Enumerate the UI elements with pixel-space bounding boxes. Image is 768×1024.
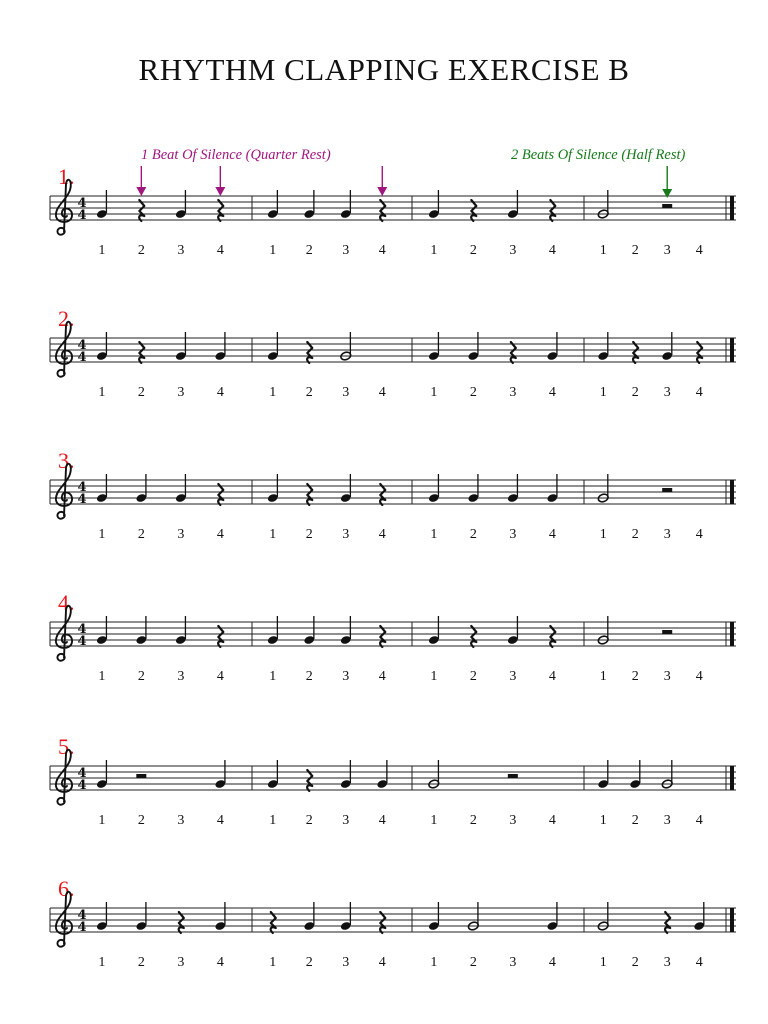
beat-count: 2 [305,813,313,828]
beat-count: 4 [378,243,386,258]
beat-count: 1 [599,955,607,970]
beat-count: 3 [342,243,350,258]
quarter-rest-icon [307,770,312,791]
time-signature-bottom: 4 [77,208,87,223]
beat-count: 4 [695,385,703,400]
beat-count: 2 [469,669,477,684]
beat-count: 1 [98,955,106,970]
exercise-6 [50,876,736,970]
beat-count: 3 [342,955,350,970]
beat-count: 4 [216,527,224,542]
exercise-number: 3. [58,448,75,473]
beat-count: 1 [599,813,607,828]
beat-count: 1 [98,527,106,542]
beat-count: 4 [216,385,224,400]
quarter-rest-icon [511,342,516,363]
quarter-rest-icon [139,200,144,221]
final-barline-thick [730,196,734,220]
beat-count: 4 [548,669,556,684]
beat-count: 2 [631,955,639,970]
beat-count: 4 [216,669,224,684]
beat-count: 4 [548,527,556,542]
final-barline-thick [730,908,734,932]
quarter-rest-icon [179,912,184,933]
beat-count: 4 [378,955,386,970]
beat-count: 4 [548,385,556,400]
beat-count: 1 [430,385,438,400]
exercise-number: 4. [58,590,75,615]
beat-count: 2 [137,813,145,828]
annotations [136,147,685,198]
beat-count: 2 [469,527,477,542]
time-signature-bottom: 4 [77,634,87,649]
beat-count: 2 [305,955,313,970]
quarter-rest-icon [218,626,223,647]
time-signature-top: 4 [77,766,87,781]
beat-count: 3 [342,813,350,828]
quarter-rest-icon [218,200,223,221]
beat-count: 2 [469,955,477,970]
beat-count: 4 [548,955,556,970]
half-rest-annotation: 2 Beats Of Silence (Half Rest) [511,147,686,163]
quarter-rest-icon [471,626,476,647]
beat-count: 1 [430,813,438,828]
beat-count: 3 [342,527,350,542]
beat-count: 3 [177,669,185,684]
time-signature-top: 4 [77,480,87,495]
beat-count: 1 [599,243,607,258]
beat-count: 2 [631,527,639,542]
exercise-2 [50,306,736,400]
page-title: RHYTHM CLAPPING EXERCISE B [138,52,630,87]
beat-count: 4 [695,813,703,828]
quarter-rest-icon [471,200,476,221]
beat-count: 2 [137,955,145,970]
time-signature-bottom: 4 [77,350,87,365]
exercise-3 [50,448,736,542]
beat-count: 1 [430,243,438,258]
quarter-rest-icon [380,626,385,647]
beat-count: 1 [98,813,106,828]
exercise-number: 6. [58,876,75,901]
half-rest-icon [662,488,672,492]
half-rest-arrow-icon [662,189,672,198]
beat-count: 1 [269,385,277,400]
quarter-rest-annotation: 1 Beat Of Silence (Quarter Rest) [141,147,331,163]
quarter-rest-icon [307,342,312,363]
beat-count: 4 [695,955,703,970]
beat-count: 3 [342,385,350,400]
beat-count: 2 [137,385,145,400]
quarter-rest-icon [380,200,385,221]
quarter-rest-icon [307,484,312,505]
beat-count: 1 [98,243,106,258]
final-barline-thick [730,622,734,646]
beat-count: 2 [631,243,639,258]
beat-count: 4 [548,813,556,828]
quarter-rest-icon [665,912,670,933]
time-signature-top: 4 [77,908,87,923]
quarter-rest-icon [218,484,223,505]
quarter-rest-icon [271,912,276,933]
quarter-rest-icon [550,626,555,647]
time-signature-top: 4 [77,196,87,211]
beat-count: 1 [430,955,438,970]
beat-count: 2 [305,243,313,258]
beat-count: 3 [663,385,671,400]
beat-count: 1 [269,955,277,970]
exercise-number: 1. [58,164,75,189]
beat-count: 4 [216,813,224,828]
beat-count: 4 [378,669,386,684]
time-signature-bottom: 4 [77,778,87,793]
beat-count: 3 [663,243,671,258]
quarter-rest-arrow-icon [215,187,225,196]
beat-count: 2 [631,813,639,828]
beat-count: 4 [378,527,386,542]
quarter-rest-icon [380,484,385,505]
beat-count: 3 [177,527,185,542]
beat-count: 3 [663,813,671,828]
exercise-number: 2. [58,306,75,331]
beat-count: 1 [599,527,607,542]
time-signature-bottom: 4 [77,492,87,507]
beat-count: 1 [98,669,106,684]
beat-count: 2 [469,243,477,258]
beat-count: 3 [177,243,185,258]
beat-count: 1 [269,527,277,542]
quarter-rest-arrow-icon [377,187,387,196]
beat-count: 2 [469,385,477,400]
beat-count: 2 [469,813,477,828]
time-signature-bottom: 4 [77,920,87,935]
beat-count: 4 [695,669,703,684]
beat-count: 4 [378,385,386,400]
beat-count: 1 [430,527,438,542]
beat-count: 4 [216,955,224,970]
beat-count: 4 [695,243,703,258]
beat-count: 3 [509,813,517,828]
beat-count: 3 [509,527,517,542]
beat-count: 1 [269,813,277,828]
beat-count: 3 [663,669,671,684]
beat-count: 4 [695,527,703,542]
half-rest-icon [508,774,518,778]
quarter-rest-icon [380,912,385,933]
beat-count: 2 [137,669,145,684]
beat-count: 3 [509,385,517,400]
beat-count: 3 [509,243,517,258]
beat-count: 2 [631,669,639,684]
exercise-1 [50,164,736,258]
quarter-rest-icon [697,342,702,363]
time-signature-top: 4 [77,338,87,353]
quarter-rest-icon [139,342,144,363]
beat-count: 1 [599,669,607,684]
beat-count: 4 [216,243,224,258]
final-barline-thick [730,766,734,790]
beat-count: 3 [663,955,671,970]
beat-count: 2 [305,385,313,400]
beat-count: 3 [177,385,185,400]
beat-count: 4 [378,813,386,828]
beat-count: 3 [177,813,185,828]
beat-count: 3 [509,955,517,970]
beat-count: 1 [269,243,277,258]
exercise-4 [50,590,736,684]
beat-count: 1 [430,669,438,684]
beat-count: 2 [305,669,313,684]
beat-count: 3 [509,669,517,684]
quarter-rest-icon [550,200,555,221]
quarter-rest-arrow-icon [136,187,146,196]
exercise-5 [50,734,736,828]
beat-count: 3 [663,527,671,542]
half-rest-icon [662,204,672,208]
beat-count: 3 [342,669,350,684]
beat-count: 2 [631,385,639,400]
beat-count: 1 [98,385,106,400]
beat-count: 3 [177,955,185,970]
beat-count: 2 [305,527,313,542]
beat-count: 2 [137,527,145,542]
time-signature-top: 4 [77,622,87,637]
final-barline-thick [730,480,734,504]
beat-count: 1 [599,385,607,400]
final-barline-thick [730,338,734,362]
beat-count: 2 [137,243,145,258]
half-rest-icon [136,774,146,778]
exercise-number: 5. [58,734,75,759]
quarter-rest-icon [633,342,638,363]
beat-count: 1 [269,669,277,684]
half-rest-icon [662,630,672,634]
beat-count: 4 [548,243,556,258]
